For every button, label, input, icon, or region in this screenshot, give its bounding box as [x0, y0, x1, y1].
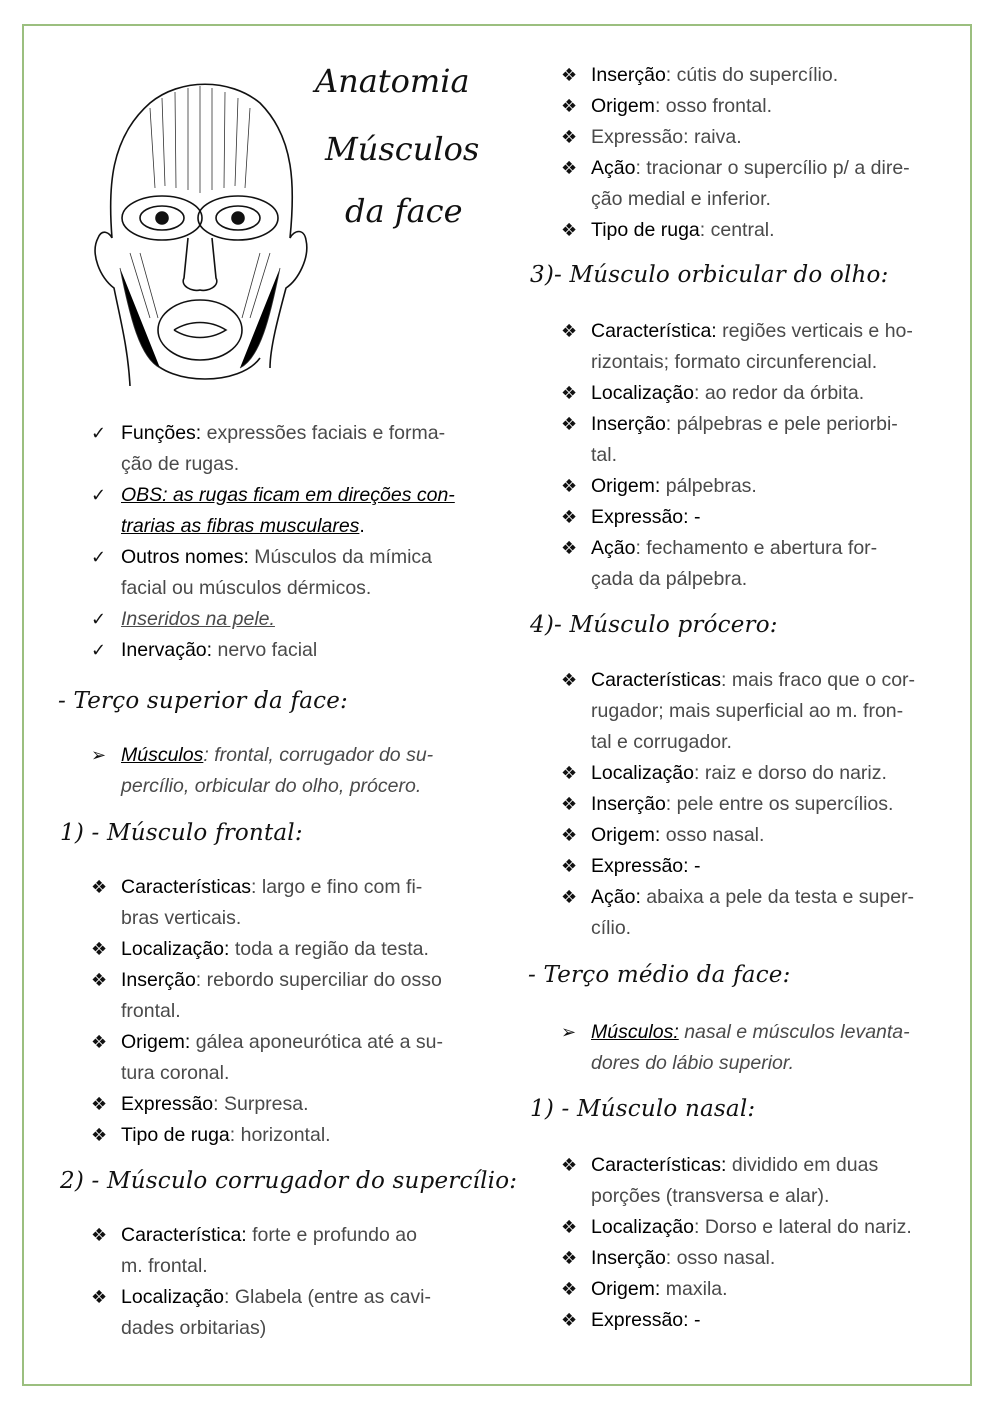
procero-list: [561, 665, 961, 944]
nasal-origem: ❖ Origem: maxila.: [561, 1278, 728, 1300]
frontal-caracteristicas: ❖ Características: largo e fino com fi- bras verticais.: [91, 876, 423, 929]
corrugador-insercao: ❖ Inserção: cútis do supercílio.: [561, 64, 839, 86]
frontal-localizacao: ❖ Localização: toda a região da testa.: [91, 938, 429, 960]
orbicular-caracteristica: ❖ Característica: regiões verticais e ho- rizontais; formato circunferencial.: [561, 320, 913, 373]
orbicular-origem: ❖ Origem: pálpebras.: [561, 475, 757, 497]
frontal-origem: ❖ Origem: gálea aponeurótica até a su- tura coronal.: [91, 1031, 443, 1084]
procero-origem: ❖ Origem: osso nasal.: [561, 824, 765, 846]
orbicular-localizacao: ❖ Localização: ao redor da órbita.: [561, 382, 865, 404]
heading-musculo-orbicular: 3)- Músculo orbicular do olho:: [530, 262, 889, 288]
heading-musculo-frontal: 1) - Músculo frontal:: [60, 820, 303, 846]
intro-item-inervacao: ✓ Inervação: nervo facial: [91, 639, 318, 661]
corrugador-list-left: [91, 1220, 491, 1344]
intro-item-funcoes: ✓ Funções: expressões faciais e forma- ção de rugas.: [91, 422, 446, 475]
procero-expressao: ❖ Expressão: -: [561, 855, 701, 877]
corrugador-origem: ❖ Origem: osso frontal.: [561, 95, 772, 117]
orbicular-expressao: ❖ Expressão: -: [561, 506, 701, 528]
nasal-list: [561, 1150, 961, 1336]
medio-muscles-list: [561, 1017, 961, 1079]
intro-item-obs: ✓ OBS: as rugas ficam em direções con- trarias as fibras musculares.: [91, 484, 455, 537]
intro-item-outros-nomes: ✓ Outros nomes: Músculos da mímica facial ou músculos dérmicos.: [91, 546, 433, 599]
title-da-face: da face: [345, 192, 463, 230]
heading-musculo-procero: 4)- Músculo prócero:: [530, 612, 778, 638]
title-musculos: Músculos: [325, 130, 480, 168]
procero-insercao: ❖ Inserção: pele entre os supercílios.: [561, 793, 894, 815]
intro-list: [91, 418, 491, 666]
corrugador-list-right: [561, 60, 961, 246]
nasal-caracteristicas: ❖ Características: dividido em duas porções (transversa e alar).: [561, 1154, 879, 1207]
heading-terco-superior: - Terço superior da face:: [58, 688, 348, 714]
corrugador-acao: ❖ Ação: tracionar o supercílio p/ a dire- ção medial e inferior.: [561, 157, 910, 210]
frontal-tipo-ruga: ❖ Tipo de ruga: horizontal.: [91, 1124, 331, 1146]
face-muscles-illustration: [80, 68, 320, 398]
nasal-insercao: ❖ Inserção: osso nasal.: [561, 1247, 776, 1269]
corrugador-caracteristica: ❖ Característica: forte e profundo ao m. frontal.: [91, 1224, 417, 1277]
heading-musculo-nasal: 1) - Músculo nasal:: [530, 1096, 756, 1122]
orbicular-acao: ❖ Ação: fechamento e abertura for- çada da pálpebra.: [561, 537, 878, 590]
medio-muscles-item: ➢ Músculos: nasal e músculos levanta- dores do lábio superior.: [561, 1021, 910, 1074]
title-anatomia: Anatomia: [315, 62, 470, 100]
corrugador-expressao: ❖ Expressão: raiva.: [561, 126, 742, 148]
procero-acao: ❖ Ação: abaixa a pele da testa e super- cílio.: [561, 886, 915, 939]
procero-localizacao: ❖ Localização: raiz e dorso do nariz.: [561, 762, 887, 784]
intro-item-inseridos: ✓ Inseridos na pele.: [91, 608, 275, 630]
corrugador-localizacao: ❖ Localização: Glabela (entre as cavi- dades orbitarias): [91, 1286, 431, 1339]
frontal-insercao: ❖ Inserção: rebordo superciliar do osso frontal.: [91, 969, 442, 1022]
heading-musculo-corrugador: 2) - Músculo corrugador do supercílio:: [60, 1168, 518, 1194]
orbicular-insercao: ❖ Inserção: pálpebras e pele periorbi- tal.: [561, 413, 898, 466]
heading-terco-medio: - Terço médio da face:: [528, 962, 791, 988]
nasal-expressao: ❖ Expressão: -: [561, 1309, 701, 1331]
nasal-localizacao: ❖ Localização: Dorso e lateral do nariz.: [561, 1216, 912, 1238]
frontal-expressao: ❖ Expressão: Surpresa.: [91, 1093, 309, 1115]
corrugador-tipo-ruga: ❖ Tipo de ruga: central.: [561, 219, 775, 241]
orbicular-list: [561, 316, 961, 595]
frontal-list: [91, 872, 491, 1151]
superior-muscles-item: ➢ Músculos: frontal, corrugador do su- percílio, orbicular do olho, prócero.: [91, 744, 434, 797]
superior-muscles-list: [91, 740, 491, 802]
procero-caracteristicas: ❖ Características: mais fraco que o cor- rugador; mais superficial ao m. fron- tal e corrugador.: [561, 669, 916, 753]
